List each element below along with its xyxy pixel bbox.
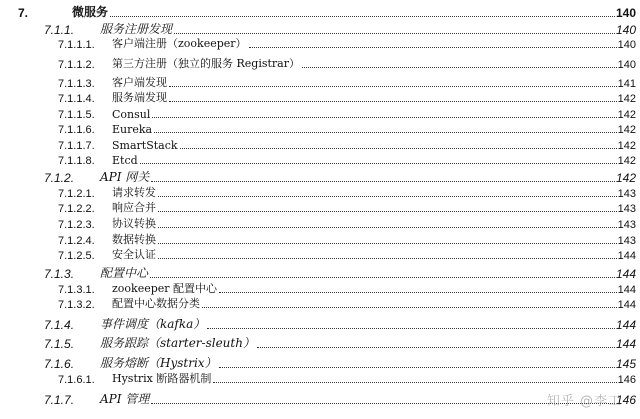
toc-entry-title: Consul <box>112 108 151 121</box>
dot-leader <box>140 163 617 164</box>
toc-entry-number: 7.1.3. <box>44 267 75 281</box>
toc-entry-page: 144 <box>617 284 636 296</box>
toc-entry[interactable] <box>0 248 640 262</box>
toc-entry[interactable] <box>0 282 640 296</box>
toc-entry[interactable] <box>0 201 640 215</box>
toc-entry-number: 7.1.1. <box>44 23 75 37</box>
dot-leader <box>158 227 617 228</box>
toc-entry-title: zookeeper 配置中心 <box>112 282 218 295</box>
toc-entry-title: API 网关 <box>100 170 150 184</box>
toc-entry-number: 7.1.6. <box>44 357 75 371</box>
toc-entry-title: 协议转换 <box>112 217 156 230</box>
dot-leader <box>151 403 615 404</box>
toc-entry-title: SmartStack <box>112 139 178 152</box>
toc-entry-title: 事件调度（kafka） <box>100 317 206 331</box>
toc-entry-number: 7.1.3.2. <box>58 299 95 311</box>
toc-entry-number: 7.1.6.1. <box>58 374 95 386</box>
toc-entry-number: 7.1.2.4. <box>58 235 95 247</box>
toc-entry[interactable] <box>0 372 640 386</box>
toc-entry[interactable] <box>0 334 640 351</box>
dot-leader <box>302 67 617 68</box>
dot-leader <box>169 86 617 87</box>
dot-leader <box>169 101 617 102</box>
toc-entry-title: 服务熔断（Hystrix） <box>100 356 217 370</box>
dot-leader <box>219 292 617 293</box>
dot-leader <box>207 328 615 329</box>
dot-leader <box>219 367 615 368</box>
toc-entry-page: 143 <box>617 203 636 215</box>
toc-entry[interactable] <box>0 315 640 332</box>
watermark: 知乎 @李工 <box>546 394 622 409</box>
toc-entry-title: 配置中心 <box>100 266 149 280</box>
dot-leader <box>158 211 617 212</box>
toc-entry-number: 7.1.7. <box>44 393 75 407</box>
dot-leader <box>202 307 617 308</box>
toc-entry-page: 142 <box>617 140 636 152</box>
toc-entry[interactable] <box>0 264 640 281</box>
toc-entry-title: 第三方注册（独立的服务 Registrar） <box>112 57 300 70</box>
toc-entry-number: 7.1.1.5. <box>58 109 95 121</box>
dot-leader <box>257 347 615 348</box>
toc-entry-title: 服务跟踪（starter-sleuth） <box>100 336 255 350</box>
toc-entry-page: 140 <box>617 39 636 51</box>
toc-entry[interactable] <box>0 20 640 37</box>
toc-entry-title: 数据转换 <box>112 233 156 246</box>
toc-entry-title: 请求转发 <box>112 186 156 199</box>
toc-entry-page: 144 <box>615 337 636 351</box>
toc-entry-title: 配置中心数据分类 <box>112 297 200 310</box>
toc-entry-number: 7.1.4. <box>44 318 75 332</box>
toc-entry-title: 安全认证 <box>112 248 156 261</box>
toc-entry[interactable] <box>0 138 640 152</box>
dot-leader <box>158 258 617 259</box>
toc-entry-title: Etcd <box>112 154 138 167</box>
toc-entry-title: 微服务 <box>72 5 109 19</box>
toc-entry-number: 7.1.1.4. <box>58 93 95 105</box>
toc-entry-number: 7.1.1.7. <box>58 140 95 152</box>
dot-leader <box>249 47 617 48</box>
toc-entry-page: 146 <box>615 393 636 407</box>
toc-entry-page: 146 <box>617 374 636 386</box>
toc-entry-page: 143 <box>617 235 636 247</box>
dot-leader <box>152 117 616 118</box>
toc-entry-title: 响应合并 <box>112 201 156 214</box>
toc-entry-title: Hystrix 断路器机制 <box>112 372 212 385</box>
toc-entry-number: 7.1.2.3. <box>58 219 95 231</box>
toc-entry-number: 7.1.1.8. <box>58 155 95 167</box>
toc-entry[interactable] <box>0 186 640 200</box>
dot-leader <box>174 33 615 34</box>
toc-entry-page: 141 <box>617 78 636 90</box>
toc-entry-number: 7. <box>18 6 29 20</box>
toc-entry-page: 144 <box>617 250 636 262</box>
toc-entry-page: 145 <box>615 357 636 371</box>
toc-entry-page: 142 <box>617 93 636 105</box>
toc-entry-page: 140 <box>615 6 636 20</box>
toc-entry-page: 144 <box>617 299 636 311</box>
toc-entry-title: 服务注册发现 <box>100 22 173 36</box>
toc-entry-number: 7.1.2.1. <box>58 188 95 200</box>
toc-entry-title: Eureka <box>112 123 153 136</box>
toc-entry-page: 143 <box>617 219 636 231</box>
dot-leader <box>150 277 615 278</box>
toc-entry-page: 142 <box>617 155 636 167</box>
dot-leader <box>154 132 617 133</box>
toc-entry-page: 142 <box>617 109 636 121</box>
toc-entry[interactable] <box>0 354 640 371</box>
dot-leader <box>180 148 617 149</box>
toc-entry[interactable] <box>0 168 640 185</box>
toc-entry-page: 142 <box>615 171 636 185</box>
toc-entry-page: 140 <box>617 59 636 71</box>
toc-entry-number: 7.1.1.2. <box>58 59 95 71</box>
dot-leader <box>110 16 615 17</box>
toc-entry-number: 7.1.2.5. <box>58 250 95 262</box>
toc-entry-page: 143 <box>617 188 636 200</box>
toc-entry[interactable] <box>0 122 640 136</box>
toc-entry[interactable] <box>0 153 640 167</box>
toc-entry-title: 客户端发现 <box>112 76 167 89</box>
toc-entry-title: 服务端发现 <box>112 91 167 104</box>
toc-entry-page: 142 <box>617 124 636 136</box>
toc-entry-number: 7.1.1.6. <box>58 124 95 136</box>
toc-entry-number: 7.1.2. <box>44 171 75 185</box>
toc-entry-number: 7.1.1.1. <box>58 39 95 51</box>
toc-entry[interactable] <box>0 390 640 407</box>
toc-entry-page: 140 <box>615 23 636 37</box>
toc-entry[interactable] <box>0 57 640 71</box>
toc-entry-number: 7.1.3.1. <box>58 284 95 296</box>
toc-entry-number: 7.1.5. <box>44 337 75 351</box>
toc-entry[interactable] <box>0 107 640 121</box>
toc-entry[interactable] <box>0 91 640 105</box>
toc-entry-page: 144 <box>615 318 636 332</box>
dot-leader <box>158 243 617 244</box>
dot-leader <box>151 181 615 182</box>
toc-entry[interactable] <box>0 37 640 51</box>
toc-entry-title: API 管理 <box>100 392 150 406</box>
toc-entry-number: 7.1.2.2. <box>58 203 95 215</box>
toc-entry[interactable] <box>0 233 640 247</box>
toc-entry[interactable] <box>0 297 640 311</box>
dot-leader <box>158 196 617 197</box>
dot-leader <box>213 382 616 383</box>
toc-entry[interactable] <box>0 76 640 90</box>
toc-entry[interactable] <box>0 0 640 20</box>
toc-entry-title: 客户端注册（zookeeper） <box>112 37 247 50</box>
toc-entry-number: 7.1.1.3. <box>58 78 95 90</box>
toc-entry[interactable] <box>0 217 640 231</box>
toc-entry-page: 144 <box>615 267 636 281</box>
